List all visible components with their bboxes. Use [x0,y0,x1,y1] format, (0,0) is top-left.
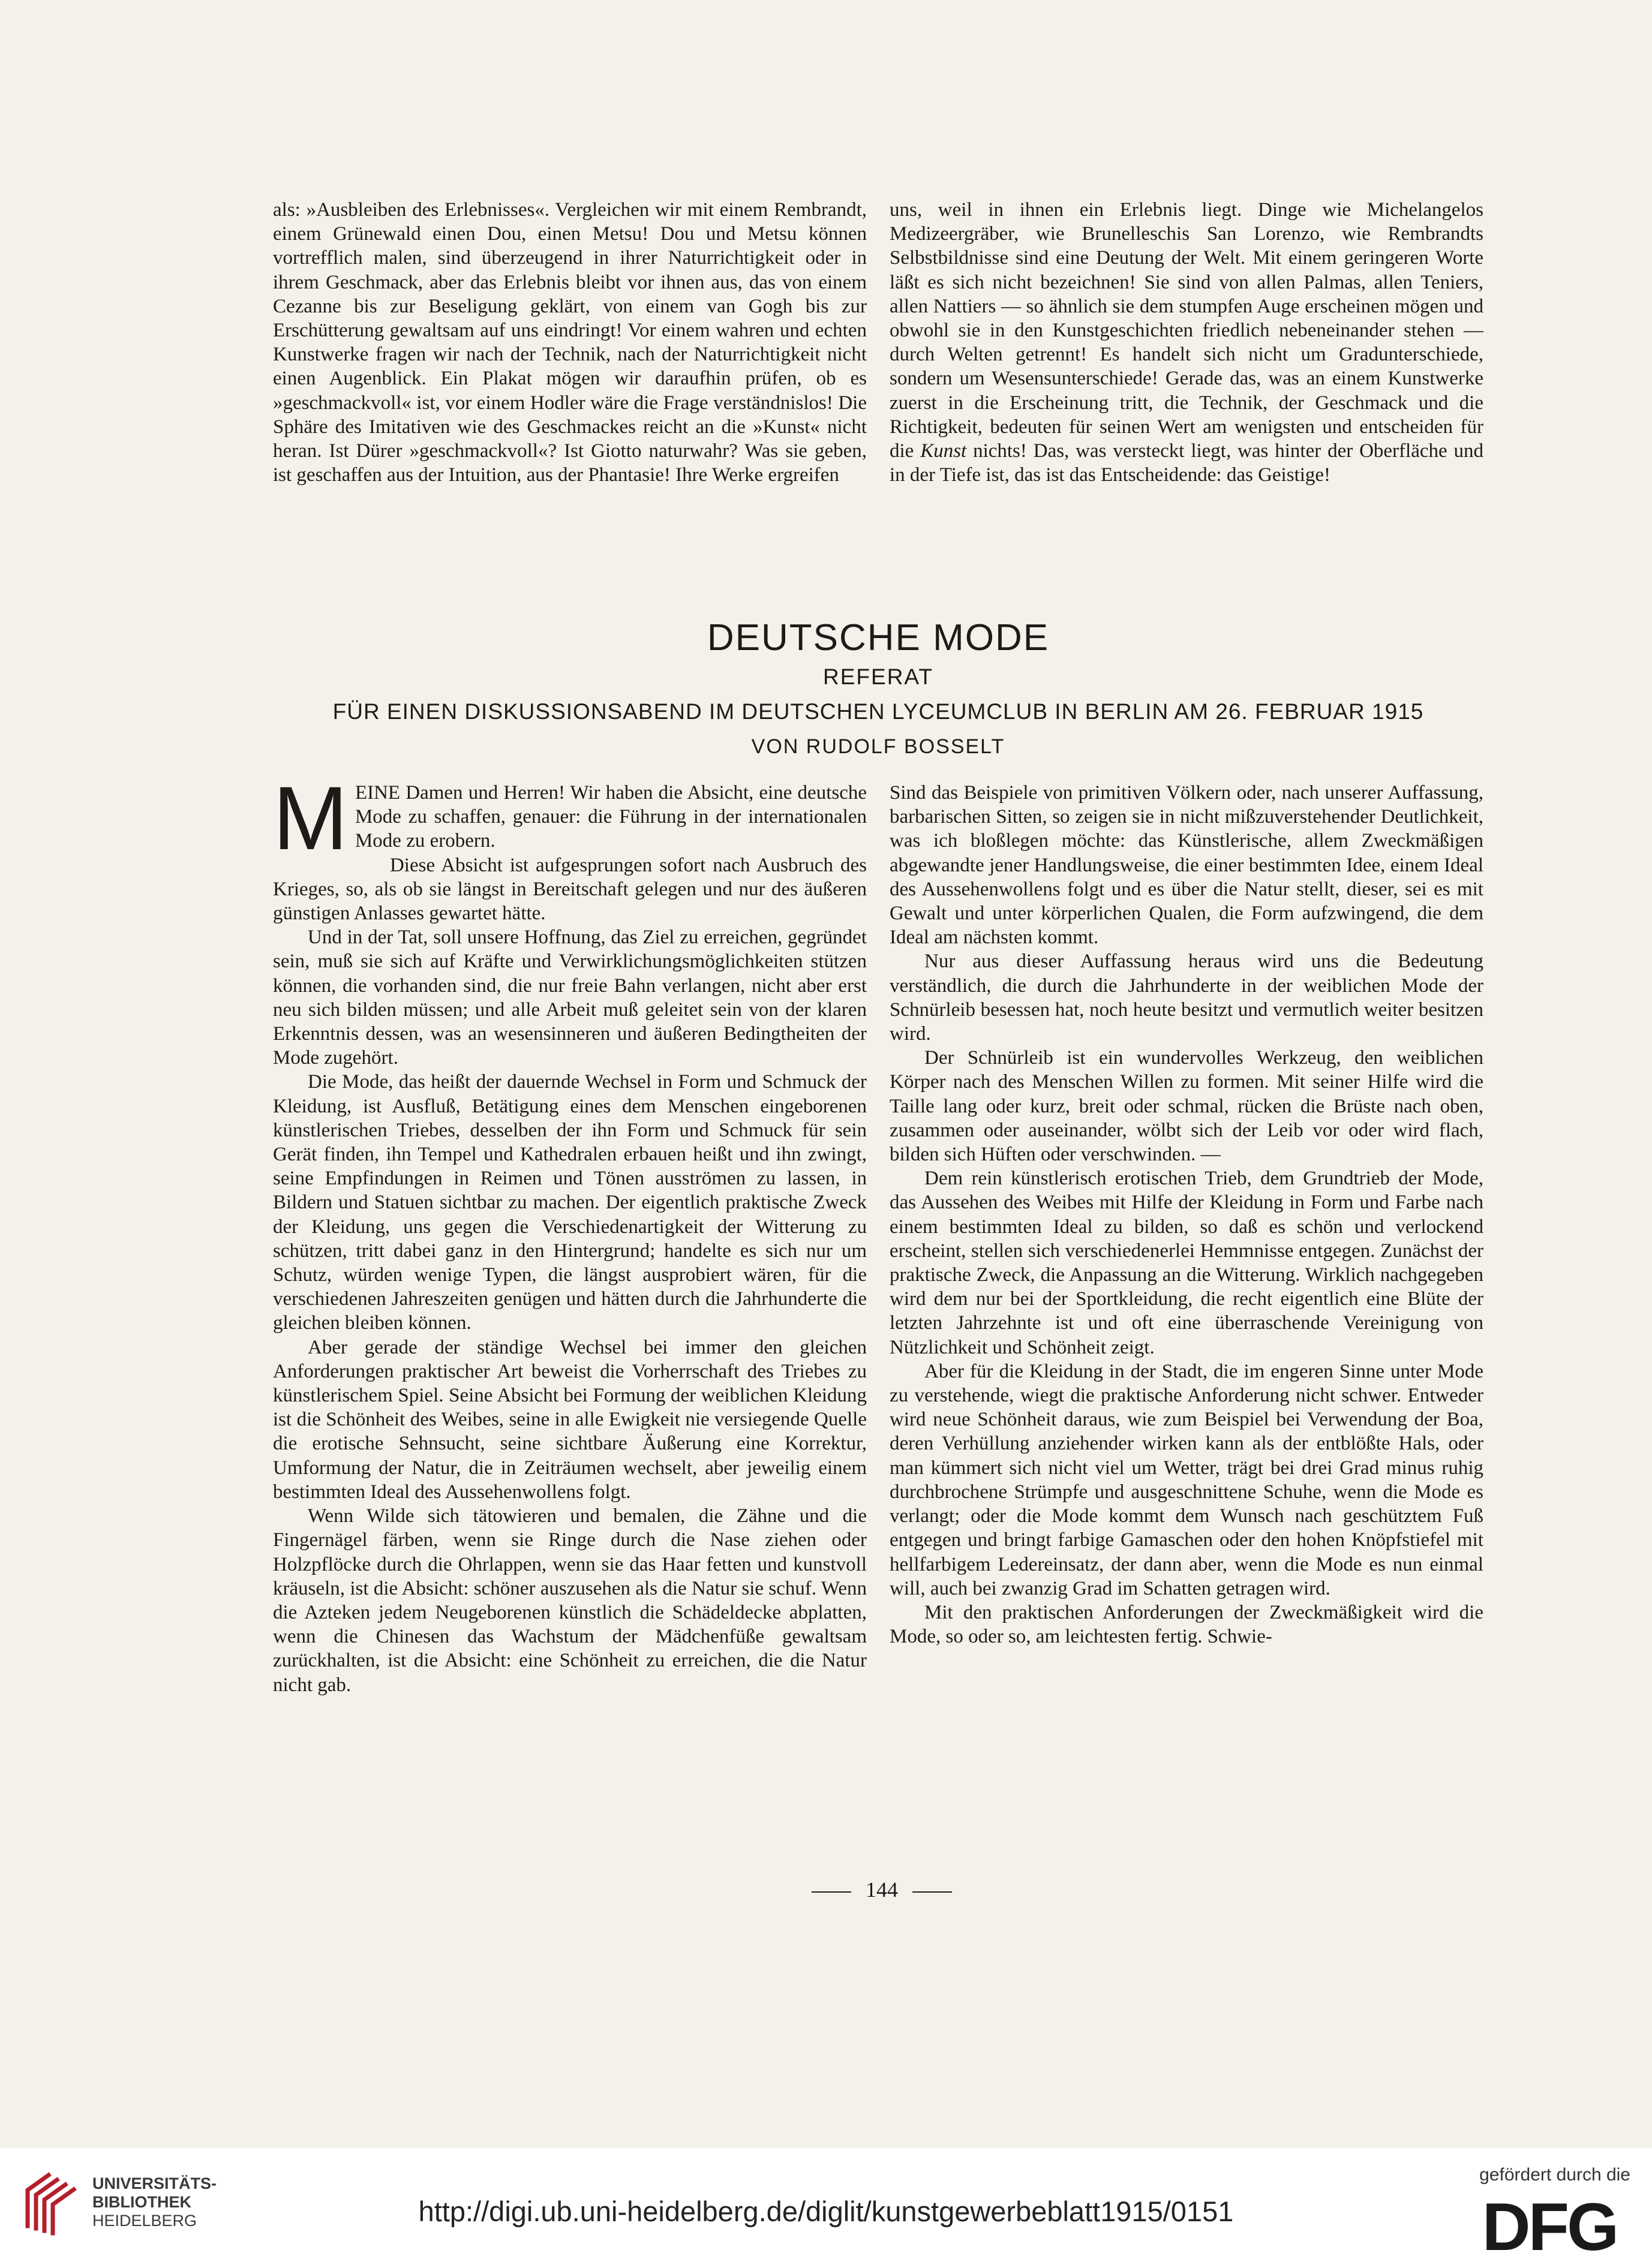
digitization-footer [0,2148,1652,2268]
dfg-logo-icon [1468,2195,1630,2257]
opening-text: Damen und Herren! Wir haben die Absicht, eine deutsche Mode zu schaffen, genauer: die Führung in der internationalen Mode zu erobern. [355,782,867,852]
paragraph: Dem rein künstlerisch erotischen Trieb, dem Grundtrieb der Mode, das Aussehen des Weibes mit Hilfe der Kleidung in Form und Farbe nach einem bestimmten Ideal zu bilden, so daß es schön und verlockend erscheint, stellen sich verschiedenerlei Hemmnisse entgegen. Zunächst der praktische Zweck, die Anpassung an die Witterung. Wirklich nachgegeben wird dem nur bei der Sportkleidung, die recht eigentlich eine Blüte der letzten Jahrzehnte ist und oft eine überraschende Vereinigung von Nützlichkeit und Schönheit zeigt. [890,1168,1483,1358]
paragraph: Wenn Wilde sich tätowieren und bemalen, die Zähne und die Fingernägel färben, wenn sie Ringe durch die Nase ziehen oder Holzpflöcke durch die Ohrlappen, wenn sie das Haar fetten und kunstvoll kräuseln, ist die Absicht: schöner auszusehen als die Natur sie schuf. Wenn die Azteken jedem Neugeborenen künstlich die Schädeldecke abplatten, wenn die Chinesen das Wachstum der Mädchenfüße gewaltsam zurückhalten, ist die Absicht: eine Schönheit zu erreichen, die die Natur nicht gab. [273,1505,867,1696]
body-left-column [273,768,867,1697]
library-name-line2: BIBLIOTHEK [92,2193,191,2211]
top-right-text-a: uns, weil in ihnen ein Erlebnis liegt. Dinge wie Michelangelos Medizeergräber, wie Brunelleschis San Lorenzo, wie Rembrandts Selbstbildnisse sind eine Deutung der Welt. Mit einem geringeren Worte läßt es sich nicht bezeichnen! Sie sind von allen Palmas, allen Teniers, allen Nattiers — so ähnlich sie dem stumpfen Auge erscheinen mögen und obwohl sie in den Kunstgeschichten friedlich nebeneinander stehen — durch Welten getrennt! Es handelt sich nicht um Gradunterschiede, sondern um Wesensunterschiede! Gerade das, was an einem Kunstwerke zuerst in die Erscheinung tritt, die Technik, der Geschmack und die Richtigkeit, bedeuten für seinen Wert am wenigsten und entscheiden für die [890,199,1483,462]
paragraph: Der Schnürleib ist ein wundervolles Werkzeug, den weiblichen Körper nach des Menschen Willen zu formen. Mit seiner Hilfe wird die Taille lang oder kurz, breit oder schmal, rücken die Brüste nach oben, zusammen oder auseinander, wölbt sich der Leib vor oder wird flach, bilden sich Hüften oder verschwinden. — [890,1047,1483,1166]
opening-paragraph [273,768,867,868]
article-subtitle: REFERAT [823,664,933,689]
permalink-url[interactable]: http://digi.ub.uni-heidelberg.de/diglit/kunstgewerbeblatt1915/0151 [418,2195,1234,2227]
library-name-line3: HEIDELBERG [92,2212,197,2230]
library-name-line1: UNIVERSITÄTS- [92,2174,217,2192]
paragraph: Die Mode, das heißt der dauernde Wechsel in Form und Schmuck der Kleidung, ist Ausfluß, Betätigung eines dem Menschen eingeborenen künstlerischen Triebes, desselben der ihn Form und Schmuck für sein Gerät finden, ihn Tempel und Kathedralen erbauen heißt und ihn zwingt, seine Empfindungen in Reimen und Tönen ausströmen zu lassen, in Bildern und Statuen sichtbar zu machen. Der eigentlich praktische Zweck der Kleidung, uns gegen die Verschiedenartigkeit der Witterung zu schützen, tritt dabei ganz in den Hintergrund; handelte es sich nur um Schutz, würden wenige Typen, die längst ausprobiert wären, für die verschiedenen Jahreszeiten genügen und hätten durch die Jahrhunderte die gleichen bleiben können. [273,1071,867,1334]
paragraph: Aber für die Kleidung in der Stadt, die im engeren Sinne unter Mode zu verstehende, wiegt die praktische Anforderung nicht schwer. Entweder wird neue Schönheit daraus, wie zum Beispiel bei Verwendung der Boa, deren Verhüllung anziehender wirken kann als der entblößte Hals, oder man kümmert sich nicht viel um Wetter, trägt bei drei Grad minus ruhig durchbrochene Strümpfe und ausgeschnittene Schuhe, wenn die Mode es verlangt; oder die Mode kommt dem Wunsch nach geschütztem Fuß entgegen und bringt farbige Gamaschen oder den hohen Knöpfstiefel mit hellfarbigem Ledereinsatz, der dann aber, wenn die Mode es nun einmal will, auch bei zwanzig Grad im Schatten getragen wird. [890,1360,1483,1599]
top-right-column [890,198,1483,487]
emphasis-kunst: Kunst [920,440,967,462]
paragraph: Diese Absicht ist aufgesprungen sofort nach Ausbruch des Krieges, so, als ob sie längst in Bereitschaft gelegen und nur des äußeren günstigen Anlasses gewartet hätte. [273,854,867,925]
article-occasion: FÜR EINEN DISKUSSIONSABEND IM DEUTSCHEN LYCEUMCLUB IN BERLIN AM 26. FEBRUAR 1915 [332,699,1424,724]
page-number-dash [912,1891,952,1893]
paragraph: Sind das Beispiele von primitiven Völkern oder, nach unserer Auffassung, barbarischen Sitten, so zeigen sie in nicht mißzuverstehender Deutlichkeit, was ich bloßlegen möchte: das Künstlerische, allem Zweckmäßigen abgewandte jener Handlungsweise, die einer bestimmten Idee, einem Ideal des Aussehenwollens folgt und es über die Natur stellt, dieser, sei es mit Gewalt und unter körperlichen Qualen, die Form aufzwingend, die dem Ideal am nächsten kommt. [890,782,1483,949]
top-left-paragraph: als: »Ausbleiben des Erlebnisses«. Vergleichen wir mit einem Rembrandt, einem Grünewald einen Dou, einen Metsu! Dou und Metsu können vortrefflich malen, sind überzeugend in ihrer Naturrichtigkeit oder in ihrem Geschmack, aber das Erlebnis bleibt vor ihnen aus, das von einem Cezanne bis zur Beseligung geklärt, von einem van Gogh bis zur Erschütterung gewaltsam auf uns eindringt! Vor einem wahren und echten Kunstwerke fragen wir nach der Technik, nach der Naturrichtigkeit nicht einen Augenblick. Ein Plakat mögen wir daraufhin prüfen, ob es »geschmackvoll« ist, vor einem Hodler wäre die Frage verständnislos! Die Sphäre des Imitativen wie des Geschmackes reicht an die »Kunst« nicht heran. Ist Dürer »geschmackvoll«? Ist Giotto naturwahr? Was sie geben, ist geschaffen aus der Intuition, aus der Phantasie! Ihre Werke ergreifen [273,199,867,486]
top-right-paragraph [890,198,1483,487]
paragraph: Mit den praktischen Anforderungen der Zweckmäßigkeit wird die Mode, so oder so, am leichtesten fertig. Schwie- [890,1601,1483,1648]
dfg-logo-text: DFG [1482,2195,1617,2257]
top-right-text-b: nichts! Das, was versteckt liegt, was hinter der Oberfläche und in der Tiefe ist, das ist das Entscheidende: das Geistige! [890,440,1483,486]
page-number-value: 144 [866,1878,898,1902]
page-number [720,1877,1044,1902]
opening-smallcaps: EINE [355,782,401,804]
article-author: VON RUDOLF BOSSELT [751,735,1005,758]
article-title: DEUTSCHE MODE [707,617,1050,658]
paragraph: Aber gerade der ständige Wechsel bei immer den gleichen Anforderungen praktischer Art beweist die Vorherrschaft des Triebes zu künstlerischem Spiel. Seine Absicht bei Formung der weiblichen Kleidung ist die Schönheit des Weibes, seine in alle Ewigkeit nie versiegende Quelle die erotische Sehnsucht, seine sichtbare Äußerung eine Korrektur, Umformung der Natur, die in Zeiträumen wechselt, aber jeweilig einem bestimmten Ideal des Aussehenwollens folgt. [273,1336,867,1503]
paragraph: Und in der Tat, soll unsere Hoffnung, das Ziel zu erreichen, gegründet sein, muß sie sich auf Kräfte und Verwirklichungsmöglichkeiten stützen können, die vorhanden sind, die nur freie Bahn verlangen, nicht aber erst neu sich bilden müssen; und alle Arbeit muß geleitet sein von der klaren Erkenntnis dessen, was an wesensinneren und äußeren Bedingtheiten der Mode zugehört. [273,927,867,1069]
body-right-column [890,781,1483,1649]
paragraph: Nur aus dieser Auffassung heraus wird uns die Bedeutung verständlich, die durch die Jahrhunderte in der weiblichen Mode der Schnürleib besessen hat, noch heute besitzt und vermutlich weiter besitzen wird. [890,950,1483,1045]
page-number-dash [812,1891,851,1893]
drop-cap: M [273,768,348,868]
top-left-column [273,198,867,487]
funding-note: gefördert durch die [1479,2165,1630,2185]
